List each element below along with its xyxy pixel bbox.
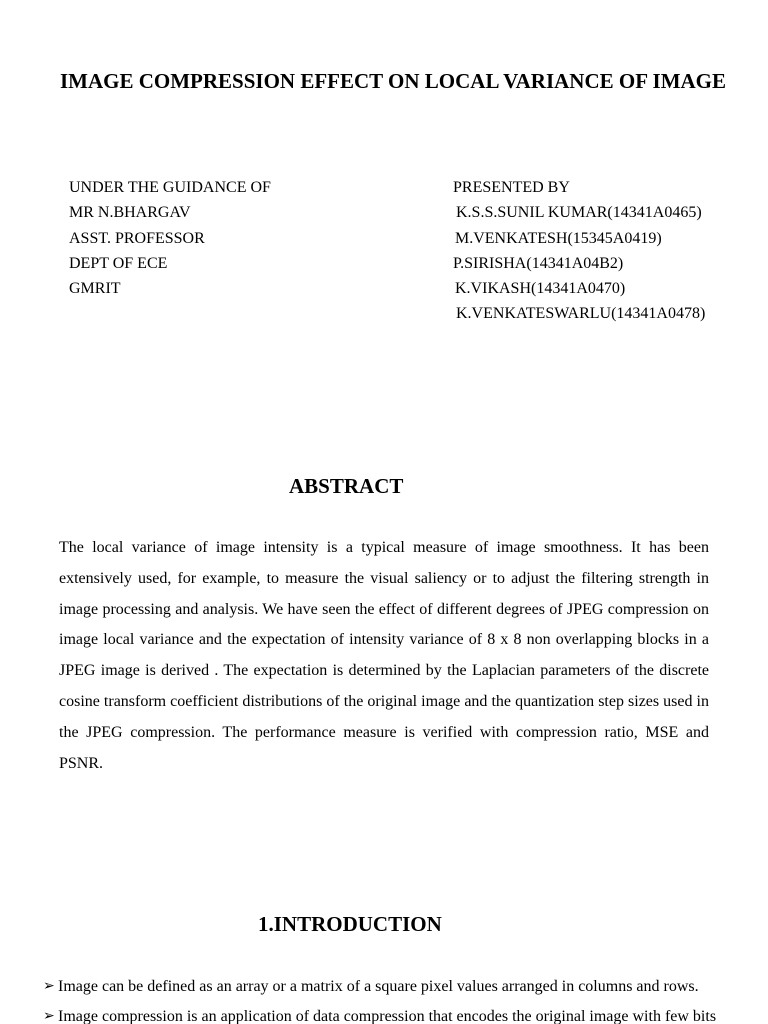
guidance-line: DEPT OF ECE xyxy=(69,254,168,272)
document-title: IMAGE COMPRESSION EFFECT ON LOCAL VARIANCE OF IMAGE xyxy=(59,69,727,93)
guidance-line: MR N.BHARGAV xyxy=(69,204,191,222)
presenters-heading: PRESENTED BY xyxy=(453,179,570,196)
introduction-heading: 1.INTRODUCTION xyxy=(258,912,442,936)
presenter-name: K.VIKASH(14341A0470) xyxy=(455,280,626,298)
list-item xyxy=(43,972,743,1002)
list-item xyxy=(43,1002,743,1024)
guidance-line: GMRIT xyxy=(69,280,121,298)
presenters-block xyxy=(453,175,705,327)
abstract-heading: ABSTRACT xyxy=(289,474,404,498)
abstract-body: The local variance of image intensity is a typical measure of image smoothness. It has been extensively used, for example, to measure the visual saliency or to adjust the filtering strength in image processing and analysis. We have seen the effect of different degrees of JPEG compression on image local variance and the expectation of intensity variance of 8 x 8 non overlapping blocks in a JPEG image is derived . The expectation is determined by the Laplacian parameters of the discrete cosine transform coefficient distributions of the original image and the quantization step sizes used in the JPEG compression. The performance measure is verified with compression ratio, MSE and PSNR. xyxy=(59,539,709,772)
arrow-bullet-icon: ➢ xyxy=(43,979,55,994)
presenter-name: P.SIRISHA(14341A04B2) xyxy=(453,254,624,272)
presenter-name: K.S.S.SUNIL KUMAR(14341A0465) xyxy=(456,204,702,222)
guidance-line: UNDER THE GUIDANCE OF xyxy=(69,179,271,196)
guidance-block xyxy=(69,175,271,301)
list-item-text: Image can be defined as an array or a matrix of a square pixel values arranged in columns and rows. xyxy=(58,978,699,995)
introduction-bullet-list xyxy=(43,972,743,1024)
guidance-line: ASST. PROFESSOR xyxy=(69,229,205,247)
presenter-name: M.VENKATESH(15345A0419) xyxy=(455,229,662,247)
list-item-text: Image compression is an application of data compression that encodes the original image with few bits xyxy=(58,1008,717,1024)
arrow-bullet-icon: ➢ xyxy=(43,1009,55,1024)
presenter-name: K.VENKATESWARLU(14341A0478) xyxy=(456,305,706,323)
